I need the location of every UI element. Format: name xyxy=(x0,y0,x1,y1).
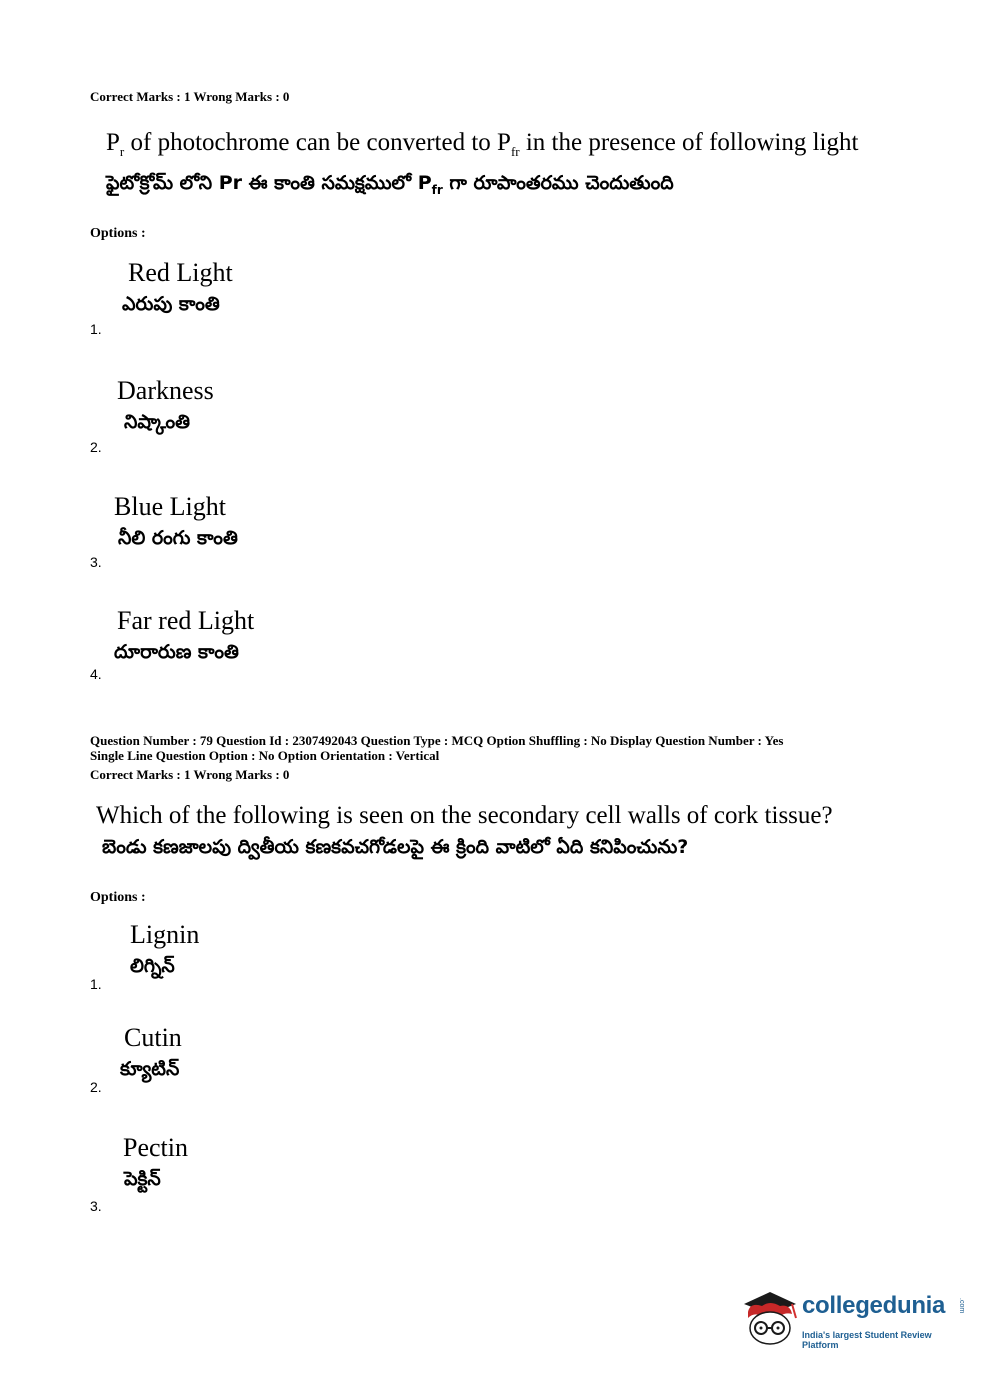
q78-option-3-english: Blue Light xyxy=(114,492,226,521)
q79-question-english: Which of the following is seen on the secondary cell walls of cork tissue? xyxy=(96,802,833,829)
q79-option-2-english: Cutin xyxy=(124,1023,182,1052)
q79-option-3-telugu: పెక్టిన్ xyxy=(124,1168,161,1190)
q78-option-3-number: 3. xyxy=(90,554,102,570)
q79-option-2-number: 2. xyxy=(90,1079,102,1095)
logo-brand-name: collegedunia xyxy=(802,1292,946,1319)
q79-option-1-telugu: లిగ్నిన్ xyxy=(130,955,175,977)
q79-option-1-english: Lignin xyxy=(130,920,200,949)
q78-option-1-english: Red Light xyxy=(128,258,233,287)
logo-tagline: India's largest Student Review Platform xyxy=(802,1330,932,1350)
q78-option-4-english: Far red Light xyxy=(117,606,255,635)
q78-marks: Correct Marks : 1 Wrong Marks : 0 xyxy=(90,89,290,104)
q79-question-telugu: బెండు కణజాలపు ద్వితీయ కణకవచగోడలపై ఈ క్రింది వాటిలో ఏది కనిపించును? xyxy=(102,836,689,858)
q78-option-1-telugu: ఎరుపు కాంతి xyxy=(122,293,220,315)
logo-domain-suffix: .com xyxy=(958,1298,965,1314)
collegedunia-logo[interactable] xyxy=(740,1282,970,1348)
q78-option-2-number: 2. xyxy=(90,439,102,455)
q79-option-3-english: Pectin xyxy=(123,1133,188,1162)
q78-option-3-telugu: నీలి రంగు కాంతి xyxy=(118,527,238,549)
q79-meta-line-1: Question Number : 79 Question Id : 2307492043 Question Type : MCQ Option Shuffling : No Display Question Number : Yes xyxy=(90,733,784,748)
q79-option-3-number: 3. xyxy=(90,1198,102,1214)
q78-question-english: $P_r$ of photochrome can be converted to $P_{fr}$ in the presence of following light xyxy=(106,129,859,159)
q78-option-4-number: 4. xyxy=(90,666,102,682)
q79-marks: Correct Marks : 1 Wrong Marks : 0 xyxy=(90,767,290,782)
q79-meta-line-2: Single Line Question Option : No Option Orientation : Vertical xyxy=(90,748,440,763)
q78-option-2-english: Darkness xyxy=(117,376,214,405)
q78-question-telugu: ఫైటోక్రోమ్ లోని Pr ఈ కాంతి సమక్షములో $P_{fr}$ గా రూపాంతరము చెందుతుంది xyxy=(106,172,674,197)
q78-option-4-telugu: దూరారుణ కాంతి xyxy=(114,641,239,663)
q78-options-label: Options : xyxy=(90,226,146,241)
student-mascot-icon xyxy=(740,1282,802,1348)
q79-option-2-telugu: క్యూటిన్ xyxy=(120,1058,180,1080)
q79-options-label: Options : xyxy=(90,890,146,905)
q78-option-2-telugu: నిష్కాంతి xyxy=(124,411,191,433)
q78-option-1-number: 1. xyxy=(90,321,102,337)
q79-option-1-number: 1. xyxy=(90,976,102,992)
